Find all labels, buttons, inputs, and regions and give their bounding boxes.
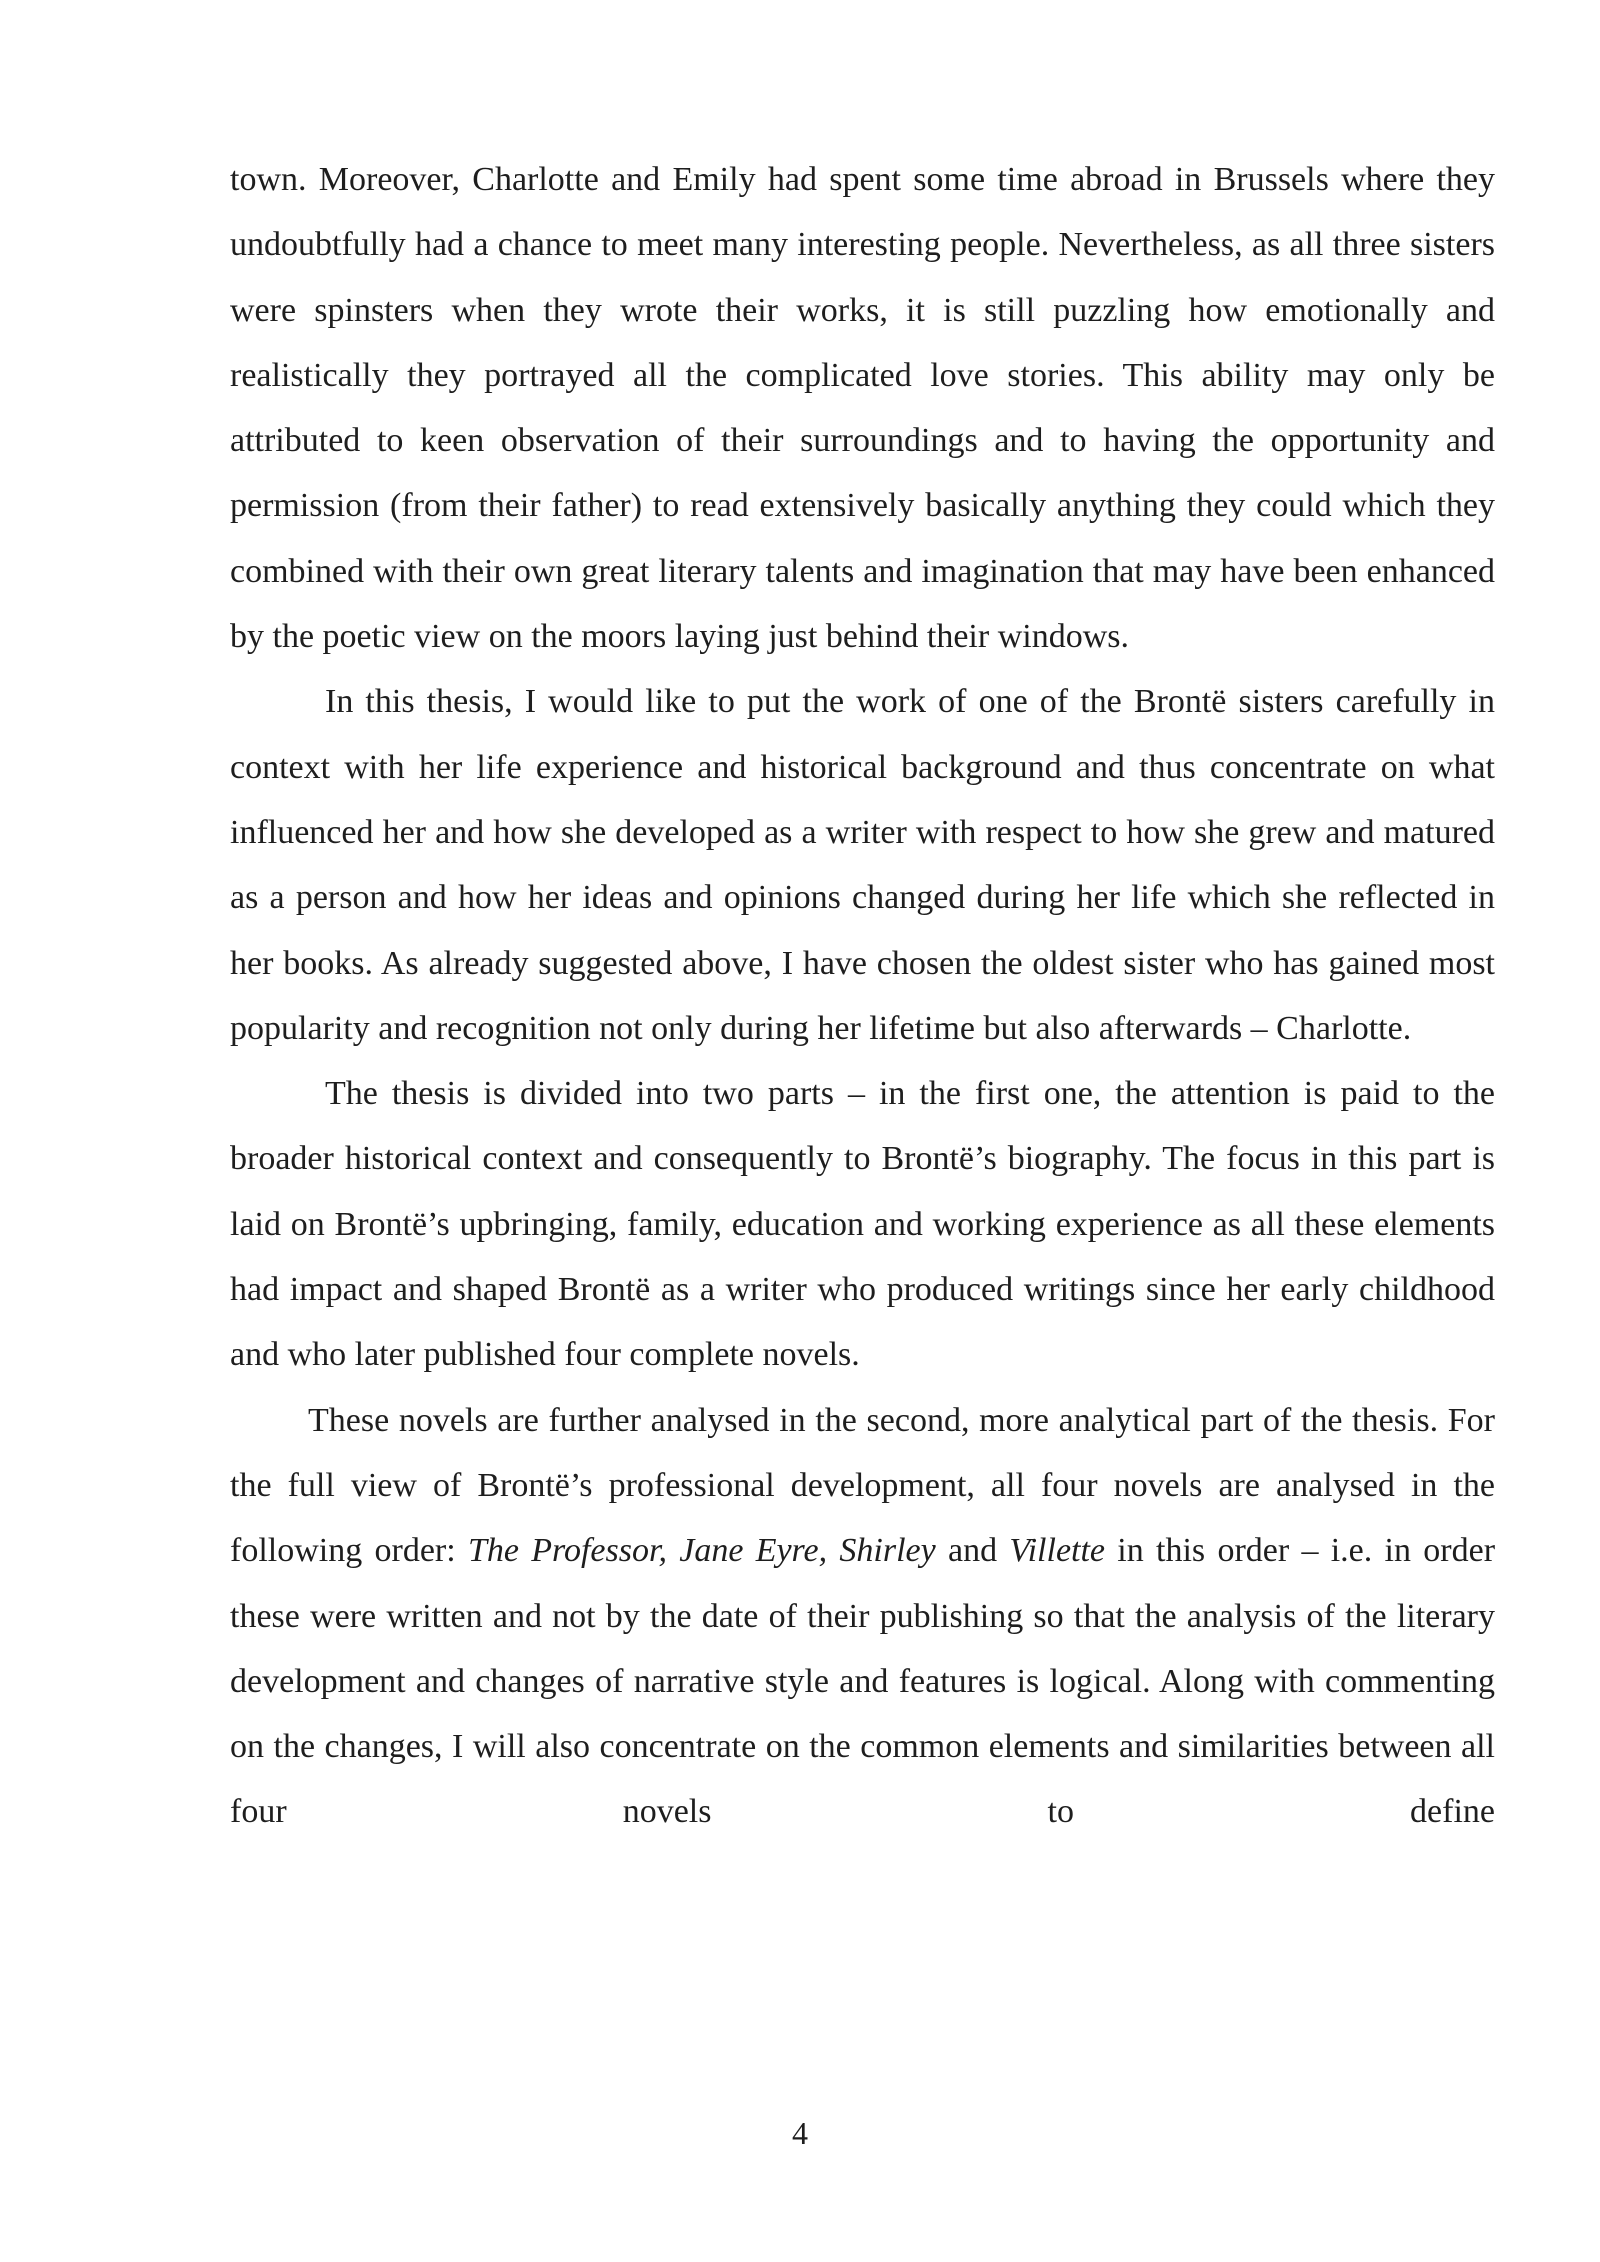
paragraph-1: town. Moreover, Charlotte and Emily had spent some time abroad in Brussels where they undoubtfully had a chance to meet many interesting people. Nevertheless, as all three sisters were spinsters when they wrote their works, it is still puzzling how emotionally and realistically they portrayed all the complicated love stories. This ability may only be attributed to keen observation of their surroundings and to having the opportunity and permission (from their father) to read extensively basically anything they could which they combined with their own great literary talents and imagination that may have been enhanced by the poetic view on the moors laying just behind their windows. (230, 161, 1495, 656)
novel-titles-italic: The Professor, Jane Eyre, Shirley (467, 1532, 936, 1570)
novel-title-villette: Villette (1009, 1532, 1106, 1570)
page-number: 4 (792, 2115, 808, 2151)
paragraph-3: The thesis is divided into two parts – in the first one, the attention is paid to the broader historical context and consequently to Brontë’s biography. The focus in this part is laid on Brontë’s upbringing, family, education and working experience as all these elements had impact and shaped Brontë as a writer who produced writings since her early childhood and who later published four complete novels. (230, 1075, 1495, 1374)
paragraph-2: In this thesis, I would like to put the work of one of the Brontë sisters carefully in context with her life experience and historical background and thus concentrate on what influenced her and how she developed as a writer with respect to how she grew and matured as a person and how her ideas and opinions changed during her life which she reflected in her books. As already suggested above, I have chosen the oldest sister who has gained most popularity and recognition not only during her lifetime but also afterwards – Charlotte. (230, 683, 1495, 1047)
paragraph-4-text-1: These novels are further analysed in the second, more analytical part of the thesis. For the full view of Brontë’s professional development, all four novels are analysed in the following order: (230, 1401, 1495, 1570)
body-text (230, 147, 1495, 1845)
paragraph-4 (230, 1388, 1495, 1845)
paragraph-4-text-2: and (935, 1532, 1010, 1570)
paragraph-4-text-3: in this order – i.e. in order these were written and not by the date of their publishing so that the analysis of the literary development and changes of narrative style and features is logical. Along with commenting on the changes, I will also concentrate on the common elements and similarities between all four novels to define (230, 1532, 1496, 1831)
